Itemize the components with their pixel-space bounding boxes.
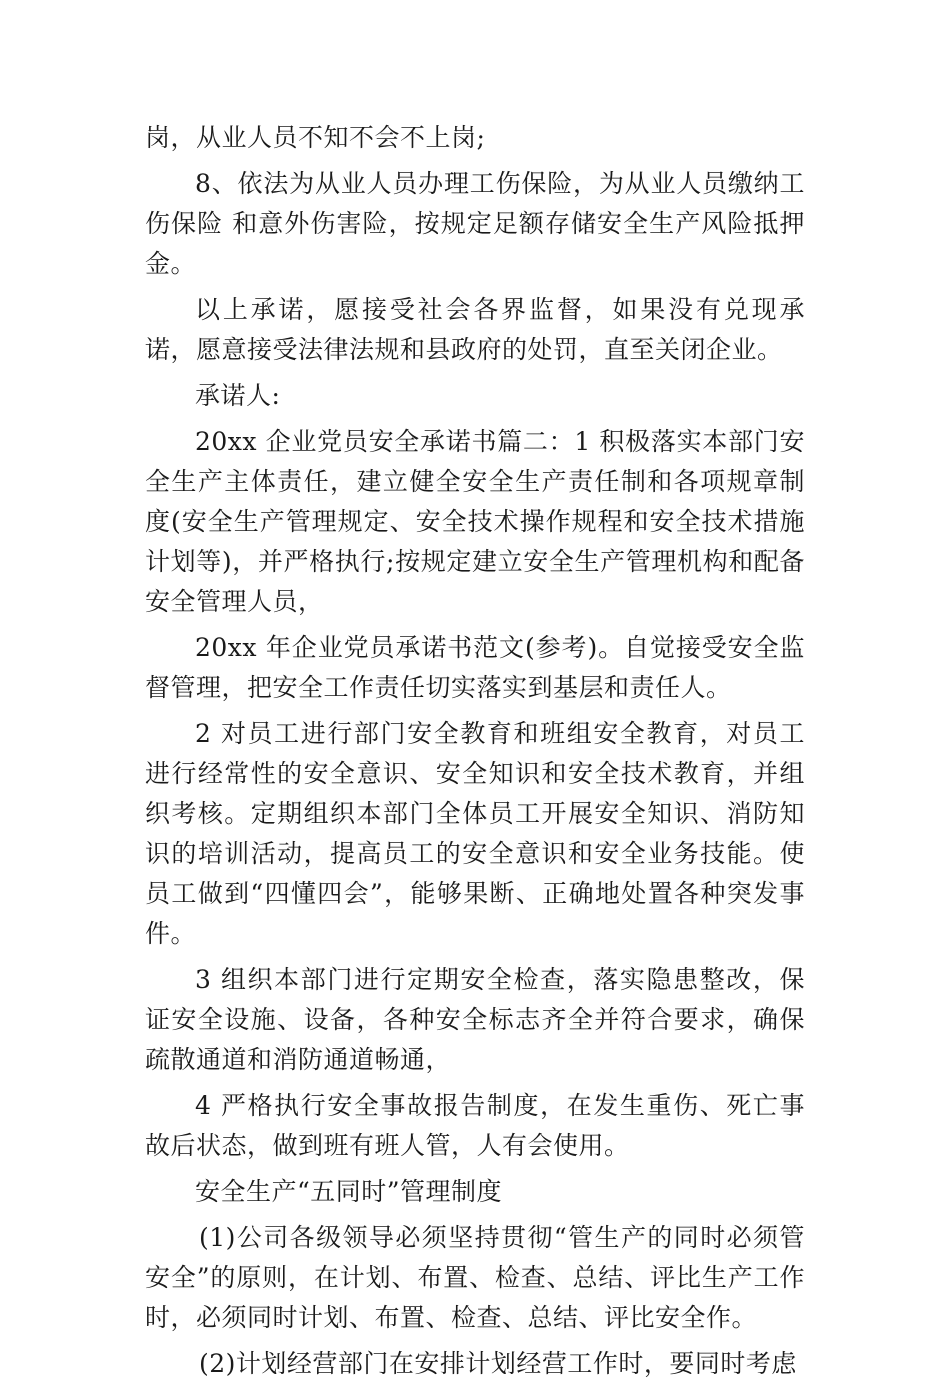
paragraph-item-3: 3 组织本部门进行定期安全检查，落实隐患整改，保证安全设施、设备，各种安全标志齐全并符合要求，确保疏散通道和消防通道畅通， bbox=[145, 965, 805, 1074]
paragraph-reference-note: 20xx 年企业党员承诺书范文(参考)。自觉接受安全监督管理，把安全工作责任切实落实到基层和责任人。 bbox=[145, 633, 805, 702]
paragraph-item-8: 8、依法为从业人员办理工伤保险，为从业人员缴纳工伤保险 和意外伤害险，按规定足额存储安全生产风险抵押金。 bbox=[145, 169, 805, 278]
paragraph-rule-2: (2)计划经营部门在安排计划经营工作时，要同时考虑 bbox=[199, 1349, 797, 1378]
paragraph-article-two-item-1: 20xx 企业党员安全承诺书篇二：1 积极落实本部门安全生产主体责任，建立健全安全生产责任制和各项规章制度(安全生产管理规定、安全技术操作规程和安全技术措施计划等)，并严格执行;按规定建立安全生产管理机构和配备安全管理人员， bbox=[145, 427, 805, 616]
section-heading: 安全生产“五同时”管理制度 bbox=[195, 1177, 503, 1206]
paragraph-item-2: 2 对员工进行部门安全教育和班组安全教育，对员工进行经常性的安全意识、安全知识和安全技术教育，并组织考核。定期组织本部门全体员工开展安全知识、消防知识的培训活动，提高员工的安全意识和安全业务技能。使员工做到“四懂四会”，能够果断、正确地处置各种突发事件。 bbox=[145, 719, 805, 948]
document-body bbox=[145, 118, 805, 1390]
paragraph-continuation: 岗，从业人员不知不会不上岗; bbox=[145, 123, 486, 152]
paragraph-item-4: 4 严格执行安全事故报告制度，在发生重伤、死亡事故后状态，做到班有班人管，人有会使用。 bbox=[145, 1091, 805, 1160]
paragraph-rule-1: (1)公司各级领导必须坚持贯彻“管生产的同时必须管安全”的原则，在计划、布置、检查、总结、评比生产工作时，必须同时计划、布置、检查、总结、评比安全作。 bbox=[145, 1223, 805, 1332]
paragraph-signatory: 承诺人: bbox=[195, 381, 281, 410]
paragraph-commitment-statement: 以上承诺，愿接受社会各界监督，如果没有兑现承诺，愿意接受法律法规和县政府的处罚，直至关闭企业。 bbox=[145, 295, 805, 364]
